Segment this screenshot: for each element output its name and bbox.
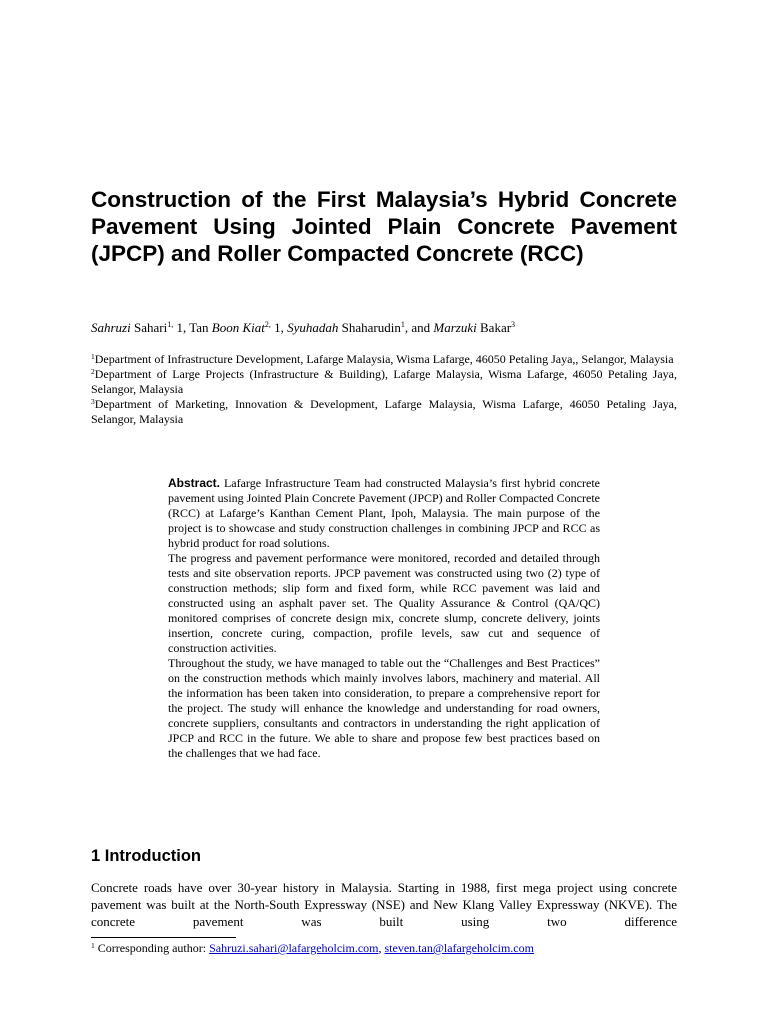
author-family-name: Shaharudin [338, 320, 401, 335]
abstract-label: Abstract. [168, 476, 221, 490]
author [212, 320, 287, 335]
email-link-steven[interactable]: steven.tan@lafargeholcim.com [384, 941, 534, 955]
footnote-label: Corresponding author: [94, 941, 210, 955]
author-separator: 1, [270, 320, 288, 335]
footnote-divider [91, 937, 236, 938]
paper-title: Construction of the First Malaysia’s Hybrid Concrete Pavement Using Jointed Plain Concrete Pavement (JPCP) and Roller Compacted Concrete (RCC) [91, 187, 677, 266]
introduction-paragraph: Concrete roads have over 30-year history in Malaysia. Starting in 1988, first mega project using concrete pavement was built at the North-South Expressway (NSE) and New Klang Valley Expressway (NKVE). The concrete pavement was built using two difference [91, 880, 677, 929]
author [91, 320, 212, 335]
abstract-text: Lafarge Infrastructure Team had constructed Malaysia’s first hybrid concrete pavement using Jointed Plain Concrete Pavement (JPCP) and Roller Compacted Concrete (RCC) at Lafarge’s Kanthan Cement Plant, Ipoh, Malaysia. The main purpose of the project is to showcase and study construction challenges in combining JPCP and RCC as hybrid product for road solutions. [168, 476, 600, 550]
affiliation-mark: 1 [91, 352, 95, 361]
affiliation-1 [91, 352, 677, 367]
section-heading-introduction: 1 Introduction [91, 847, 201, 865]
author-given-name: Syuhadah [287, 320, 339, 335]
affiliation-2 [91, 367, 677, 397]
author-given-name: Marzuki [433, 320, 477, 335]
affiliation-text: Department of Marketing, Innovation & Development, Lafarge Malaysia, Wisma Lafarge, 46050 Petaling Jaya, Selangor, Malaysia [91, 397, 677, 426]
affiliation-mark: 2 [91, 367, 95, 376]
affiliations [91, 352, 677, 427]
author-affiliation-mark: 1, [167, 320, 174, 329]
author [433, 320, 515, 335]
affiliation-3 [91, 397, 677, 427]
author-family-name: Sahari [130, 320, 168, 335]
author-separator: 1, Tan [173, 320, 212, 335]
author-given-name: Sahruzi [91, 320, 131, 335]
footnote-separator: , [378, 941, 385, 955]
footnote-mark: 1 [91, 941, 95, 950]
author [287, 320, 433, 335]
author-affiliation-mark: 3 [511, 320, 516, 329]
affiliation-text: Department of Large Projects (Infrastructure & Building), Lafarge Malaysia, Wisma Lafarge, 46050 Petaling Jaya, Selangor, Malaysia [91, 367, 677, 396]
author-affiliation-mark: 2, [264, 320, 271, 329]
abstract-paragraph-1 [168, 476, 600, 551]
author-family-name: Bakar [476, 320, 512, 335]
abstract [168, 476, 600, 761]
abstract-paragraph-3: Throughout the study, we have managed to table out the “Challenges and Best Practices” on the construction methods which mainly involves labors, machinery and material. All the information has been taken into consideration, to prepare a comprehensive report for the project. The study will enhance the knowledge and understanding for road owners, concrete suppliers, consultants and contractors in understanding the right application of JPCP and RCC in the future. We able to share and propose few best practices based on the challenges that we had face. [168, 656, 600, 760]
author-affiliation-mark: 1 [400, 320, 405, 329]
affiliation-mark: 3 [91, 397, 95, 406]
footnote [91, 941, 677, 956]
affiliation-text: Department of Infrastructure Development, Lafarge Malaysia, Wisma Lafarge, 46050 Petaling Jaya,, Selangor, Malaysia [94, 352, 674, 366]
author-given-name: Boon Kiat [211, 320, 265, 335]
abstract-paragraph-2: The progress and pavement performance were monitored, recorded and detailed through tests and site observation reports. JPCP pavement was constructed using two (2) type of construction methods; slip form and fixed form, while RCC pavement was laid and constructed using an asphalt paver set. The Quality Assurance & Control (QA/QC) monitored comprises of concrete design mix, concrete slump, concrete delivery, joints insertion, concrete curing, compaction, profile levels, saw cut and sequence of construction activities. [168, 551, 600, 655]
author-separator: , and [404, 320, 434, 335]
email-link-sahruzi[interactable]: Sahruzi.sahari@lafargeholcim.com [209, 941, 379, 955]
author-list [91, 319, 677, 336]
